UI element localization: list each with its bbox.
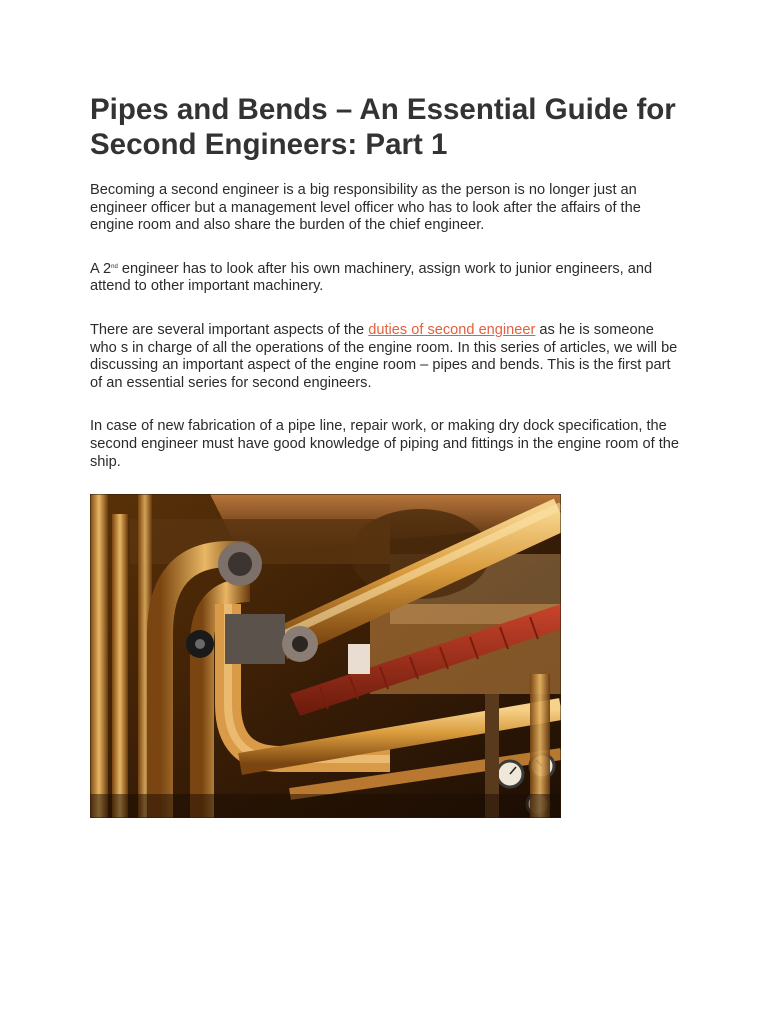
ordinal-suffix: nd — [111, 263, 118, 270]
paragraph-second-engineer-role — [90, 261, 680, 296]
article-title: Pipes and Bends – An Essential Guide for Second Engineers: Part 1 — [90, 93, 676, 161]
duties-of-second-engineer-link[interactable]: duties of second engineer — [368, 321, 536, 338]
paragraph-text: A 2 — [90, 260, 112, 277]
paragraph-duties — [90, 322, 680, 392]
engine-room-pipes-illustration — [90, 494, 561, 818]
engine-room-pipes-photo — [90, 494, 561, 818]
paragraph-text: engineer has to look after his own machinery, assign work to junior engineers, and attend to other important machinery. — [90, 260, 653, 295]
paragraph-text: as he is someone who s in charge of all the operations of the engine room. In this series of articles, we will be discussing an important aspect of the engine room – pipes and bends. This is the first part of an essential series for second engineers. — [90, 321, 678, 391]
paragraph-intro: Becoming a second engineer is a big responsibility as the person is no longer just an engineer officer but a management level officer who has to look after the affairs of the engine room and also share the burden of the chief engineer. — [90, 182, 641, 234]
paragraph-fabrication: In case of new fabrication of a pipe line, repair work, or making dry dock specification, the second engineer must have good knowledge of piping and fittings in the engine room of the ship. — [90, 418, 680, 470]
paragraph-text: There are several important aspects of the — [90, 321, 369, 338]
article — [90, 92, 680, 497]
